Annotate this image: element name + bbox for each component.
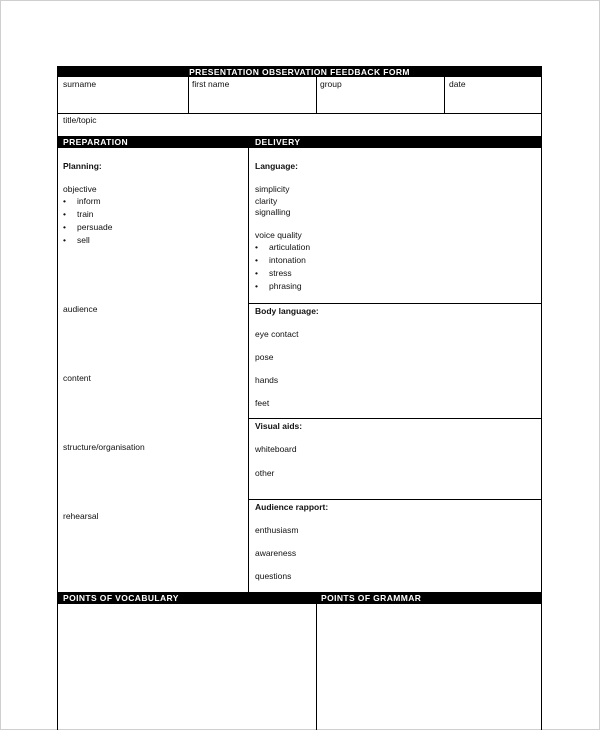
content-label: content bbox=[63, 373, 91, 383]
column-divider bbox=[316, 604, 317, 730]
visual-item: other bbox=[255, 468, 275, 478]
list-item: • intonation bbox=[251, 254, 310, 267]
structure-label: structure/organisation bbox=[63, 442, 145, 452]
form-title-bar bbox=[58, 66, 541, 77]
divider bbox=[58, 113, 541, 114]
objective-list bbox=[59, 195, 112, 247]
rapport-item: awareness bbox=[255, 548, 297, 558]
divider bbox=[444, 77, 445, 114]
planning-heading: Planning: bbox=[63, 161, 102, 171]
date-field[interactable]: date bbox=[449, 79, 466, 89]
body-item: pose bbox=[255, 352, 274, 362]
first-name-field[interactable]: first name bbox=[192, 79, 230, 89]
vocabulary-header: POINTS OF VOCABULARY bbox=[63, 593, 179, 603]
audience-label: audience bbox=[63, 304, 98, 314]
list-item: • persuade bbox=[59, 221, 112, 234]
rehearsal-label: rehearsal bbox=[63, 511, 99, 521]
language-list bbox=[255, 184, 290, 219]
rapport-item: enthusiasm bbox=[255, 525, 299, 535]
body-item: hands bbox=[255, 375, 279, 385]
list-item: • inform bbox=[59, 195, 112, 208]
list-item: • sell bbox=[59, 234, 112, 247]
divider bbox=[248, 418, 541, 419]
divider bbox=[248, 303, 541, 304]
column-divider bbox=[248, 136, 249, 596]
voice-quality-label: voice quality bbox=[255, 230, 302, 240]
list-item: • articulation bbox=[251, 241, 310, 254]
delivery-header: DELIVERY bbox=[255, 137, 301, 147]
divider bbox=[248, 499, 541, 500]
body-language-heading: Body language: bbox=[255, 306, 319, 316]
grammar-header: POINTS OF GRAMMAR bbox=[321, 593, 422, 603]
group-field[interactable]: group bbox=[320, 79, 342, 89]
body-item: eye contact bbox=[255, 329, 299, 339]
title-topic-field[interactable]: title/topic bbox=[63, 115, 97, 125]
list-item: • train bbox=[59, 208, 112, 221]
visual-aids-heading: Visual aids: bbox=[255, 421, 303, 431]
surname-field[interactable]: surname bbox=[63, 79, 97, 89]
language-heading: Language: bbox=[255, 161, 298, 171]
objective-label: objective bbox=[63, 184, 97, 194]
list-item: • phrasing bbox=[251, 280, 310, 293]
preparation-header: PREPARATION bbox=[63, 137, 129, 147]
form-title: PRESENTATION OBSERVATION FEEDBACK FORM bbox=[189, 67, 410, 77]
feedback-form bbox=[57, 66, 542, 730]
rapport-item: questions bbox=[255, 571, 292, 581]
visual-item: whiteboard bbox=[255, 444, 297, 454]
list-item: clarity bbox=[255, 195, 278, 206]
voice-list bbox=[251, 241, 310, 293]
body-item: feet bbox=[255, 398, 270, 408]
divider bbox=[316, 77, 317, 114]
section-header-bar bbox=[58, 136, 541, 148]
list-item: simplicity bbox=[255, 184, 290, 194]
divider bbox=[188, 77, 189, 114]
list-item: signalling bbox=[255, 207, 291, 217]
list-item: • stress bbox=[251, 267, 310, 280]
rapport-heading: Audience rapport: bbox=[255, 502, 329, 512]
bottom-header-bar bbox=[58, 592, 541, 604]
